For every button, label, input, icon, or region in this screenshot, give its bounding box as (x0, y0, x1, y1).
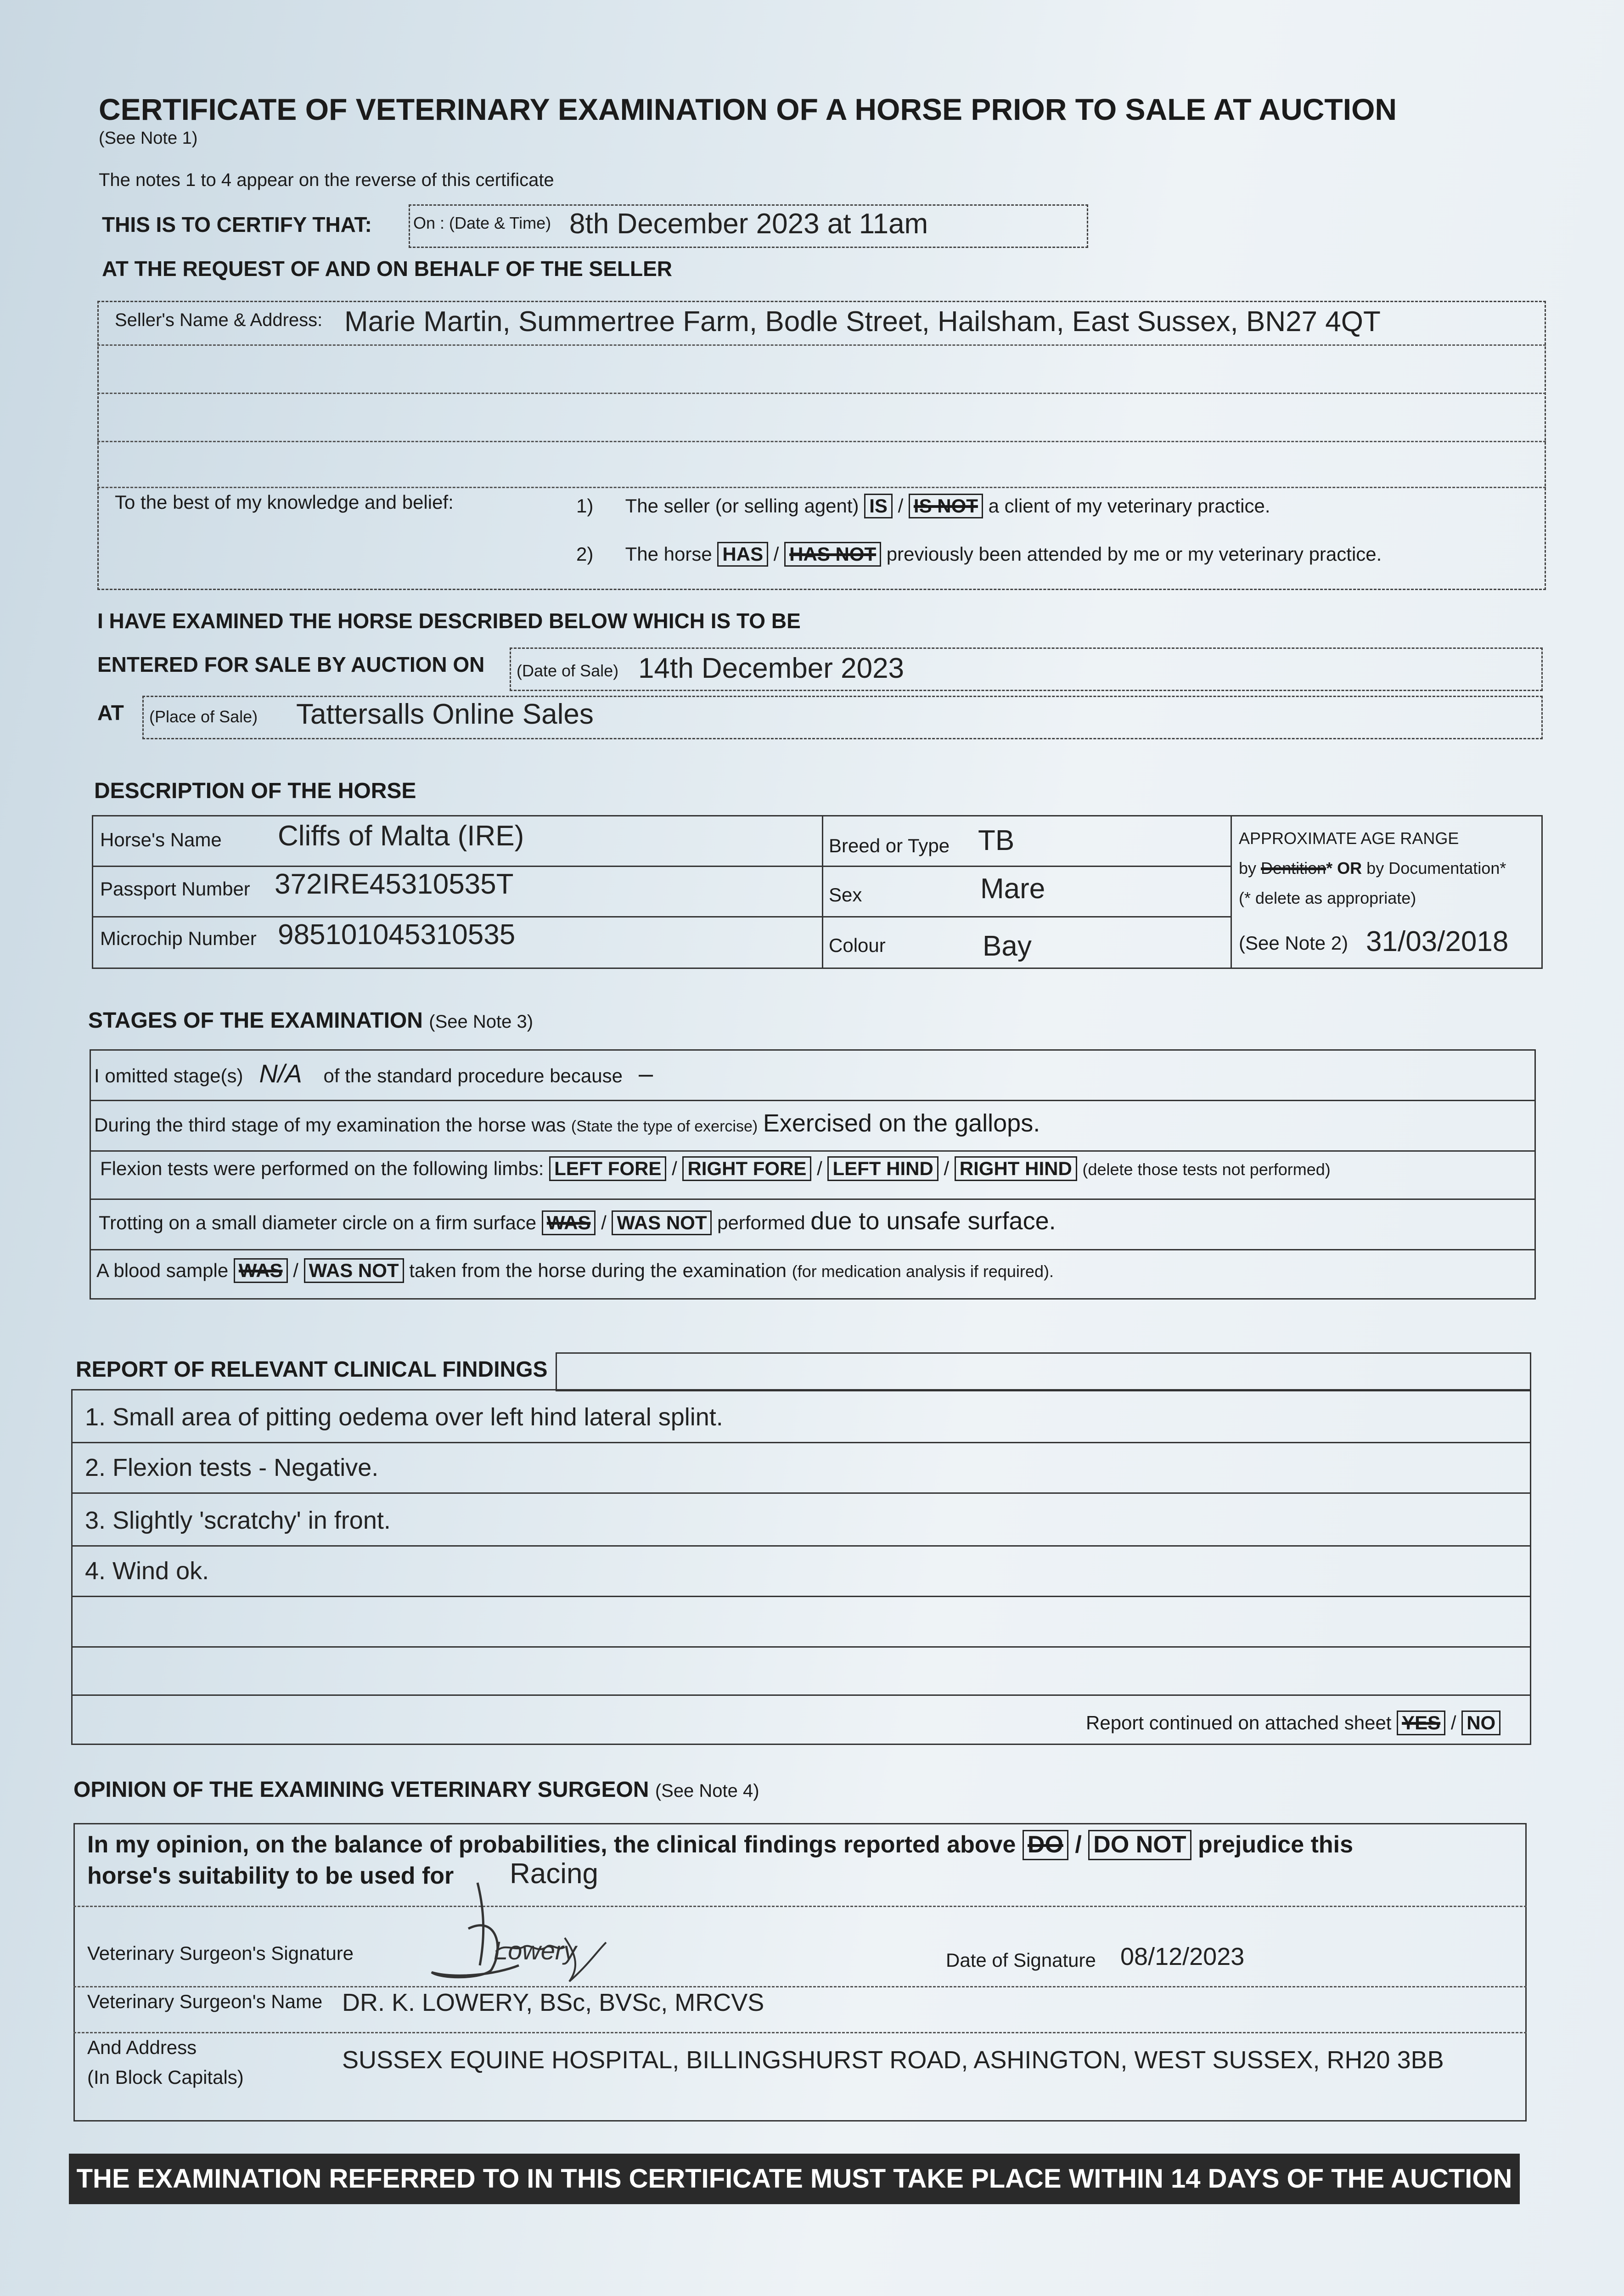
opinion-text: In my opinion, on the balance of probabilities, the clinical findings reported above (87, 1831, 1016, 1858)
stages-note: (See Note 3) (429, 1012, 534, 1032)
omitted-value: N/A (259, 1059, 302, 1088)
opinion-line (73, 2032, 1527, 2033)
seller-label: Seller's Name & Address: (115, 310, 323, 330)
request-label: AT THE REQUEST OF AND ON BEHALF OF THE SELLER (102, 257, 672, 281)
stages-heading-row (88, 1008, 533, 1033)
title-note: (See Note 1) (99, 129, 198, 148)
certificate-title: CERTIFICATE OF VETERINARY EXAMINATION OF A HORSE PRIOR TO SALE AT AUCTION (99, 92, 1397, 126)
notes-text: The notes 1 to 4 appear on the reverse of this certificate (99, 170, 554, 190)
address-value: SUSSEX EQUINE HOSPITAL, BILLINGSHURST ROAD, ASHINGTON, WEST SUSSEX, RH20 3BB (342, 2046, 1444, 2074)
third-stage-label: During the third stage of my examination the horse was (94, 1114, 566, 1136)
report-row-divider (71, 1596, 1531, 1597)
client-is-option[interactable]: IS (864, 494, 893, 518)
colour-label: Colour (829, 934, 886, 956)
age-delete-note: (* delete as appropriate) (1239, 889, 1416, 907)
trot-was-not-option[interactable]: WAS NOT (612, 1210, 712, 1235)
sex-label: Sex (829, 884, 862, 906)
sex-value: Mare (980, 873, 1045, 905)
seller-line (97, 344, 1546, 346)
continued-label: Report continued on attached sheet (1086, 1712, 1392, 1733)
knowledge-item1 (576, 494, 1270, 518)
table-row-divider (92, 916, 1231, 917)
opinion-separator: / (1075, 1831, 1082, 1858)
omitted-row (94, 1058, 653, 1088)
sale-date-value: 14th December 2023 (638, 653, 905, 684)
age-dentition-option[interactable]: Dentition (1261, 859, 1326, 878)
continued-no-option[interactable]: NO (1461, 1711, 1500, 1735)
microchip-label: Microchip Number (100, 928, 257, 949)
table-col-divider (822, 815, 823, 969)
at-label: AT (97, 701, 124, 725)
finding-2: 2. Flexion tests - Negative. (85, 1454, 379, 1481)
blood-separator: / (293, 1260, 298, 1281)
trot-reason: due to unsafe surface. (810, 1207, 1056, 1235)
breed-value: TB (978, 825, 1015, 856)
limb-left-fore[interactable]: LEFT FORE (549, 1156, 666, 1181)
omitted-because: of the standard procedure because (323, 1065, 623, 1086)
third-stage-value: Exercised on the gallops. (763, 1109, 1040, 1137)
attended-has-option[interactable]: HAS (717, 542, 768, 567)
horse-name-label: Horse's Name (100, 829, 222, 850)
stages-row-divider (90, 1150, 1536, 1152)
signature-label: Veterinary Surgeon's Signature (87, 1942, 354, 1964)
suitability-use-value: Racing (510, 1858, 598, 1890)
age-value: 31/03/2018 (1366, 926, 1509, 957)
opinion-line (73, 1906, 1527, 1907)
age-heading: APPROXIMATE AGE RANGE (1239, 829, 1459, 848)
address-label: And Address (87, 2037, 197, 2058)
opinion-text-line1 (87, 1830, 1353, 1860)
client-is-not-option[interactable]: IS NOT (909, 494, 983, 518)
table-row-divider (92, 866, 1231, 867)
trot-separator: / (601, 1212, 607, 1233)
report-row-divider (71, 1442, 1531, 1443)
knowledge-item2 (576, 542, 1382, 567)
certify-label: THIS IS TO CERTIFY THAT: (102, 213, 372, 236)
limb-right-hind[interactable]: RIGHT HIND (955, 1156, 1077, 1181)
surgeon-name-value: DR. K. LOWERY, BSc, BVSc, MRCVS (342, 1989, 764, 2016)
item2-post: previously been attended by me or my veterinary practice. (886, 543, 1382, 565)
flexion-row (100, 1156, 1331, 1181)
age-or: * OR (1326, 859, 1362, 878)
trot-post: performed (717, 1212, 805, 1233)
signature-text: Lowery (494, 1936, 577, 1965)
limb-right-fore[interactable]: RIGHT FORE (682, 1156, 811, 1181)
report-row-divider (71, 1492, 1531, 1494)
opinion-do-not-option[interactable]: DO NOT (1088, 1830, 1191, 1860)
opinion-text-line2: horse's suitability to be used for (87, 1863, 454, 1889)
item1-separator: / (898, 495, 904, 517)
opinion-post: prejudice this (1197, 1831, 1354, 1858)
sale-place-value: Tattersalls Online Sales (296, 698, 594, 730)
finding-1: 1. Small area of pitting oedema over left hind lateral splint. (85, 1403, 723, 1431)
report-heading-box (556, 1352, 1531, 1391)
sale-date-label: (Date of Sale) (517, 661, 619, 680)
stages-row-divider (90, 1100, 1536, 1101)
item2-number: 2) (576, 543, 594, 565)
horse-name-value: Cliffs of Malta (IRE) (278, 820, 524, 852)
age-by: by (1239, 859, 1257, 878)
item1-post: a client of my veterinary practice. (988, 495, 1270, 517)
finding-4: 4. Wind ok. (85, 1557, 209, 1585)
attended-has-not-option[interactable]: HAS NOT (784, 542, 881, 567)
date-signature-label: Date of Signature (946, 1949, 1096, 1971)
opinion-heading-row (73, 1777, 759, 1802)
blood-note: (for medication analysis if required). (792, 1262, 1054, 1281)
opinion-line (73, 1986, 1527, 1987)
age-method (1239, 859, 1506, 878)
limb-separator: / (944, 1158, 950, 1179)
seller-line (97, 393, 1546, 394)
footer-banner: THE EXAMINATION REFERRED TO IN THIS CERTIFICATE MUST TAKE PLACE WITHIN 14 DAYS OF THE AUCTION (69, 2154, 1520, 2204)
item2-separator: / (773, 543, 779, 565)
report-continued-row (1086, 1711, 1500, 1735)
age-documentation-option[interactable]: by Documentation* (1366, 859, 1506, 878)
report-heading: REPORT OF RELEVANT CLINICAL FINDINGS (76, 1357, 548, 1382)
seller-line (97, 441, 1546, 442)
microchip-value: 985101045310535 (278, 919, 516, 951)
finding-3: 3. Slightly 'scratchy' in front. (85, 1507, 391, 1534)
address-label-2: (In Block Capitals) (87, 2066, 244, 2088)
item1-number: 1) (576, 495, 594, 517)
date-signature-value: 08/12/2023 (1120, 1943, 1245, 1970)
limb-separator: / (817, 1158, 822, 1179)
item2-text: The horse (625, 543, 712, 565)
examined-line: I HAVE EXAMINED THE HORSE DESCRIBED BELOW WHICH IS TO BE (97, 609, 801, 633)
blood-label: A blood sample (96, 1260, 229, 1281)
omitted-label: I omitted stage(s) (94, 1065, 243, 1086)
colour-value: Bay (983, 930, 1032, 962)
trotting-row (99, 1207, 1056, 1235)
blood-post: taken from the horse during the examination (409, 1260, 787, 1281)
seller-value: Marie Martin, Summertree Farm, Bodle Street, Hailsham, East Sussex, BN27 4QT (344, 306, 1381, 338)
breed-label: Breed or Type (829, 835, 950, 856)
omitted-reason: – (639, 1059, 653, 1088)
opinion-note: (See Note 4) (655, 1781, 759, 1801)
continued-separator: / (1450, 1712, 1456, 1733)
exam-datetime-label: On : (Date & Time) (413, 214, 551, 232)
limb-left-hind[interactable]: LEFT HIND (827, 1156, 938, 1181)
trotting-label: Trotting on a small diameter circle on a firm surface (99, 1212, 537, 1233)
flexion-note: (delete those tests not performed) (1082, 1160, 1331, 1179)
exam-datetime-value: 8th December 2023 at 11am (569, 208, 928, 240)
limb-separator: / (672, 1158, 677, 1179)
blood-row (96, 1258, 1054, 1283)
blood-was-option[interactable]: WAS (234, 1258, 288, 1283)
age-see-note: (See Note 2) (1239, 932, 1349, 954)
surgeon-name-label: Veterinary Surgeon's Name (87, 1991, 323, 2012)
entered-line: ENTERED FOR SALE BY AUCTION ON (97, 653, 485, 676)
stages-row-divider (90, 1199, 1536, 1200)
report-row-divider (71, 1545, 1531, 1547)
passport-label: Passport Number (100, 878, 250, 900)
seller-line (97, 487, 1546, 488)
opinion-do-option[interactable]: DO (1023, 1830, 1068, 1860)
report-row-divider (71, 1646, 1531, 1648)
passport-value: 372IRE45310535T (275, 868, 514, 900)
signature-mark (413, 1874, 643, 1988)
stages-heading: STAGES OF THE EXAMINATION (88, 1008, 423, 1033)
report-row-divider (71, 1694, 1531, 1696)
sale-place-label: (Place of Sale) (149, 707, 258, 726)
blood-was-not-option[interactable]: WAS NOT (304, 1258, 404, 1283)
third-stage-note: (State the type of exercise) (571, 1118, 758, 1135)
opinion-heading: OPINION OF THE EXAMINING VETERINARY SURGEON (73, 1778, 649, 1802)
knowledge-label: To the best of my knowledge and belief: (115, 491, 454, 513)
trot-was-option[interactable]: WAS (542, 1210, 596, 1235)
flexion-label: Flexion tests were performed on the following limbs: (100, 1158, 544, 1179)
table-col-divider (1231, 815, 1232, 969)
stages-row-divider (90, 1249, 1536, 1250)
third-stage-row (94, 1109, 1040, 1137)
item1-text: The seller (or selling agent) (625, 495, 859, 517)
continued-yes-option[interactable]: YES (1397, 1711, 1445, 1735)
description-heading: DESCRIPTION OF THE HORSE (94, 779, 416, 803)
